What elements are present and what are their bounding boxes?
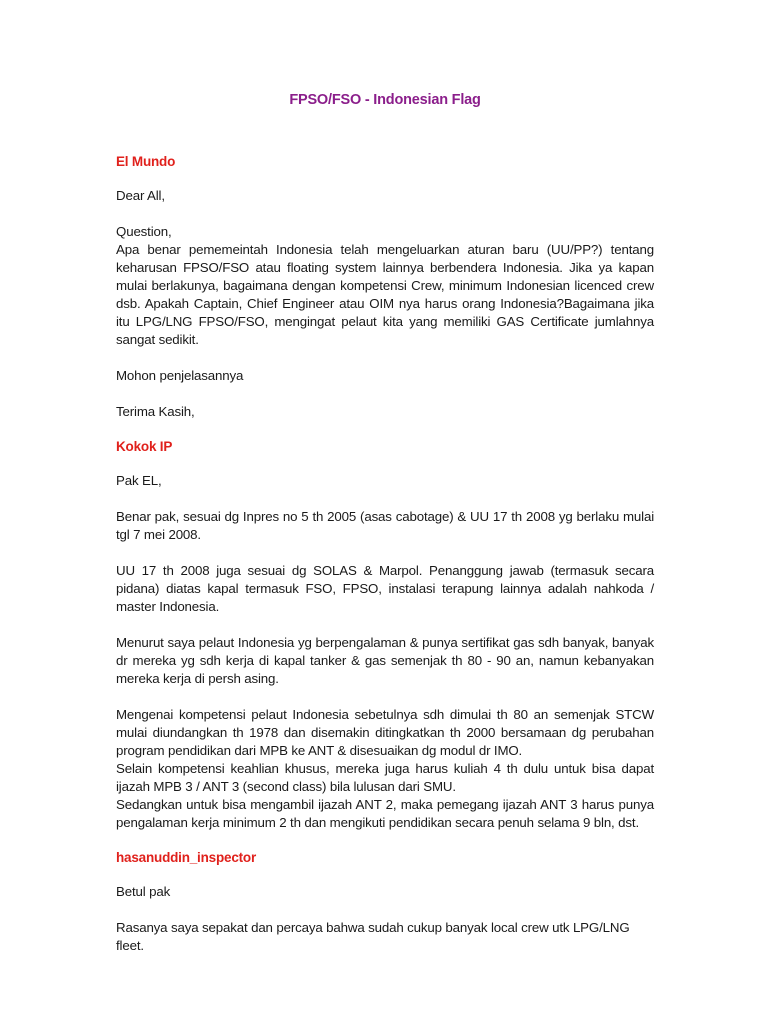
paragraph-line: Selain kompetensi keahlian khusus, mereka juga harus kuliah 4 th dulu untuk bisa dapat ijazah MPB 3 / ANT 3 (second class) bila lulusan dari SMU. <box>116 761 654 794</box>
post-author: Kokok IP <box>116 439 173 454</box>
post-hasanuddin-inspector <box>116 850 654 955</box>
paragraph-line: Menurut saya pelaut Indonesia yg berpengalaman & punya sertifikat gas sdh banyak, banyak dr mereka yg sdh kerja di kapal tanker & gas semenjak th 80 - 90 an, namun kebanyakan mereka kerja di persh asing. <box>116 635 654 686</box>
post-author: El Mundo <box>116 154 176 169</box>
post-paragraph <box>116 472 654 490</box>
post-paragraph <box>116 403 654 421</box>
paragraph-line: Mengenai kompetensi pelaut Indonesia sebetulnya sdh dimulai th 80 an semenjak STCW mulai diundangkan th 1978 dan disemakin ditingkatkan th 2000 bersamaan dg perubahan program pendidikan dari MPB ke ANT & disesuaikan dg modul dr IMO. <box>116 707 654 758</box>
post-el-mundo <box>116 154 654 421</box>
post-paragraph <box>116 562 654 616</box>
post-paragraph <box>116 706 654 832</box>
paragraph-line: UU 17 th 2008 juga sesuai dg SOLAS & Marpol. Penanggung jawab (termasuk secara pidana) diatas kapal termasuk FSO, FPSO, instalasi terapung lainnya adalah nahkoda / master Indonesia. <box>116 563 654 614</box>
paragraph-line: Pak EL, <box>116 473 162 488</box>
paragraph-line: Betul pak <box>116 884 171 899</box>
paragraph-line: Question, <box>116 224 172 239</box>
post-paragraph <box>116 508 654 544</box>
paragraph-line: Sedangkan untuk bisa mengambil ijazah ANT 2, maka pemegang ijazah ANT 3 harus punya pengalaman kerja minimum 2 th dan mengikuti pendidikan secara penuh selama 9 bln, dst. <box>116 797 654 830</box>
paragraph-line: Benar pak, sesuai dg Inpres no 5 th 2005 (asas cabotage) & UU 17 th 2008 yg berlaku mulai tgl 7 mei 2008. <box>116 509 654 542</box>
paragraph-line: Apa benar pememeintah Indonesia telah mengeluarkan aturan baru (UU/PP?) tentang keharusan FPSO/FSO atau floating system lainnya berbendera Indonesia. Jika ya kapan mulai berlakunya, bagaimana dengan kompetensi Crew, minimum Indonesian licenced crew dsb. Apakah Captain, Chief Engineer atau OIM nya harus orang Indonesia?Bagaimana jika itu LPG/LNG FPSO/FSO, mengingat pelaut kita yang memiliki GAS Certificate jumlahnya sangat sedikit. <box>116 242 654 347</box>
paragraph-line: Mohon penjelasannya <box>116 368 244 383</box>
post-paragraph <box>116 187 654 205</box>
paragraph-line: Dear All, <box>116 188 165 203</box>
document-page <box>116 92 654 973</box>
document-title: FPSO/FSO - Indonesian Flag <box>289 92 481 108</box>
paragraph-line: Rasanya saya sepakat dan percaya bahwa sudah cukup banyak local crew utk LPG/LNG fleet. <box>116 920 630 953</box>
post-paragraph <box>116 919 654 955</box>
post-kokok-ip <box>116 439 654 832</box>
paragraph-line: Terima Kasih, <box>116 404 195 419</box>
post-paragraph <box>116 634 654 688</box>
post-paragraph <box>116 883 654 901</box>
post-author: hasanuddin_inspector <box>116 850 257 865</box>
post-paragraph <box>116 223 654 349</box>
post-paragraph <box>116 367 654 385</box>
